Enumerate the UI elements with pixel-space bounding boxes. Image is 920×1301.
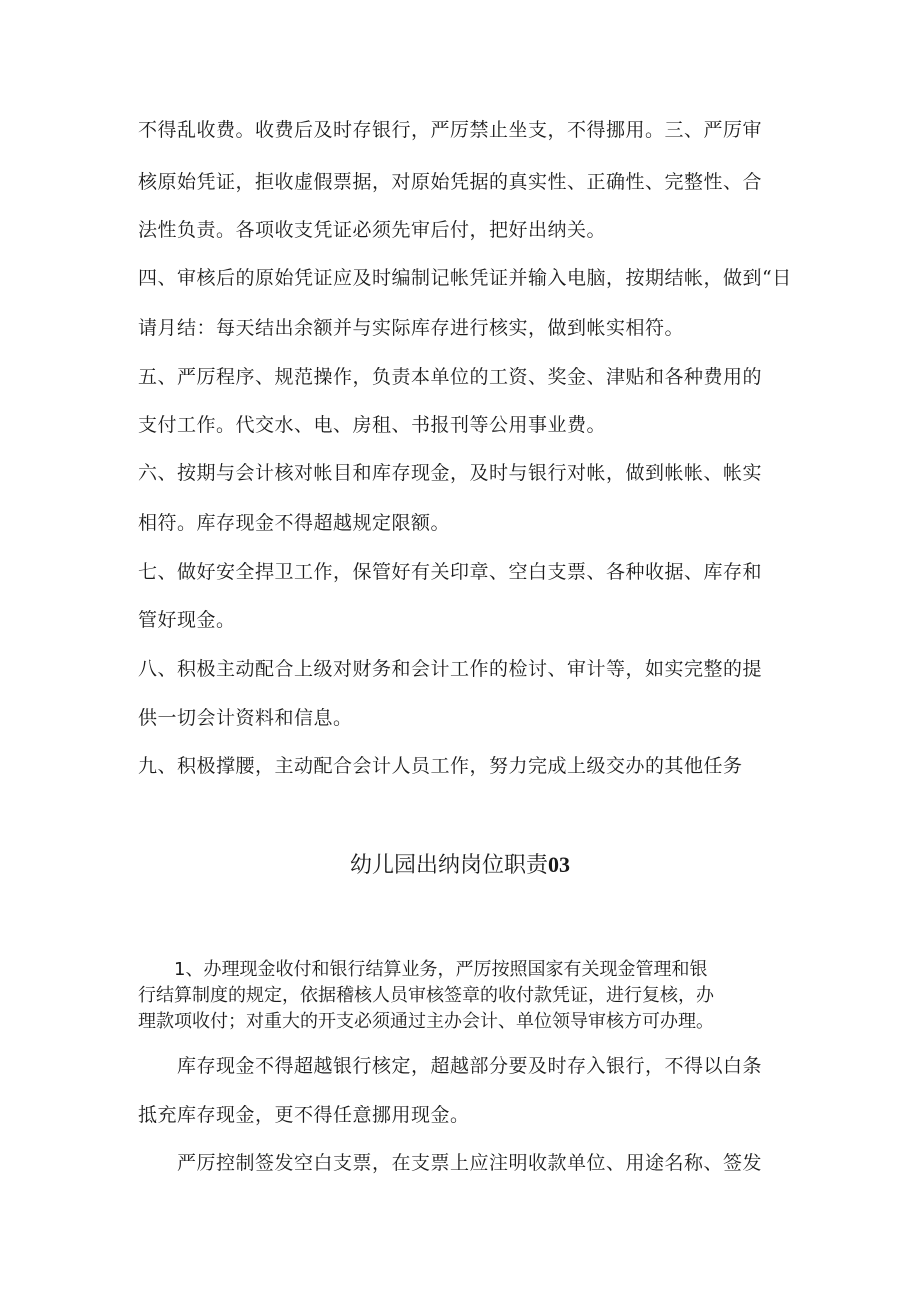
body-line: 核原始凭证，拒收虚假票据，对原始凭据的真实性、正确性、完整性、合 (138, 171, 763, 193)
body-line: 抵充库存现金，更不得任意挪用现金。 (138, 1104, 470, 1126)
body-line: 五、严厉程序、规范操作，负责本单位的工资、奖金、津贴和各种费用的 (138, 366, 763, 388)
body-line: 严厉控制签发空白支票，在支票上应注明收款单位、用途名称、签发 (138, 1152, 763, 1174)
body-line: 不得乱收费。收费后及时存银行，严厉禁止坐支，不得挪用。三、严厉审 (138, 119, 763, 141)
body-line: 支付工作。代交水、电、房租、书报刊等公用事业费。 (138, 414, 607, 436)
body-line: 六、按期与会计核对帐目和库存现金，及时与银行对帐，做到帐帐、帐实 (138, 462, 763, 484)
body-line: 法性负责。各项收支凭证必须先审后付，把好出纳关。 (138, 219, 607, 241)
body-line: 行结算制度的规定，依据稽核人员审核签章的收付款凭证，进行复核，办 (138, 985, 714, 1006)
body-line: 相符。库存现金不得超越规定限额。 (138, 512, 451, 534)
body-line: 管好现金。 (138, 609, 236, 631)
body-line: 七、做好安全捍卫工作，保管好有关印章、空白支票、各种收据、库存和 (138, 561, 763, 583)
section-title-number: 03 (548, 852, 570, 877)
section-title-text: 幼儿园出纳岗位职责 (349, 853, 548, 878)
body-line: 八、积极主动配合上级对财务和会计工作的检讨、审计等，如实完整的提 (138, 658, 763, 680)
body-line: 九、积极撑腰，主动配合会计人员工作，努力完成上级交办的其他任务 (138, 755, 743, 777)
body-line: 请月结：每天结出余额并与实际库存进行核实，做到帐实相符。 (138, 317, 685, 339)
body-line: 四、审核后的原始凭证应及时编制记帐凭证并输入电脑，按期结帐，做到“日 (138, 267, 792, 289)
section-title (0, 850, 920, 881)
body-line: 1、办理现金收付和银行结算业务，严厉按照国家有关现金管理和银 (138, 959, 708, 980)
body-line: 供一切会计资料和信息。 (138, 707, 353, 729)
body-line: 库存现金不得超越银行核定，超越部分要及时存入银行，不得以白条 (138, 1055, 763, 1077)
body-line: 理款项收付；对重大的开支必须通过主办会计、单位领导审核方可办理。 (138, 1011, 714, 1032)
